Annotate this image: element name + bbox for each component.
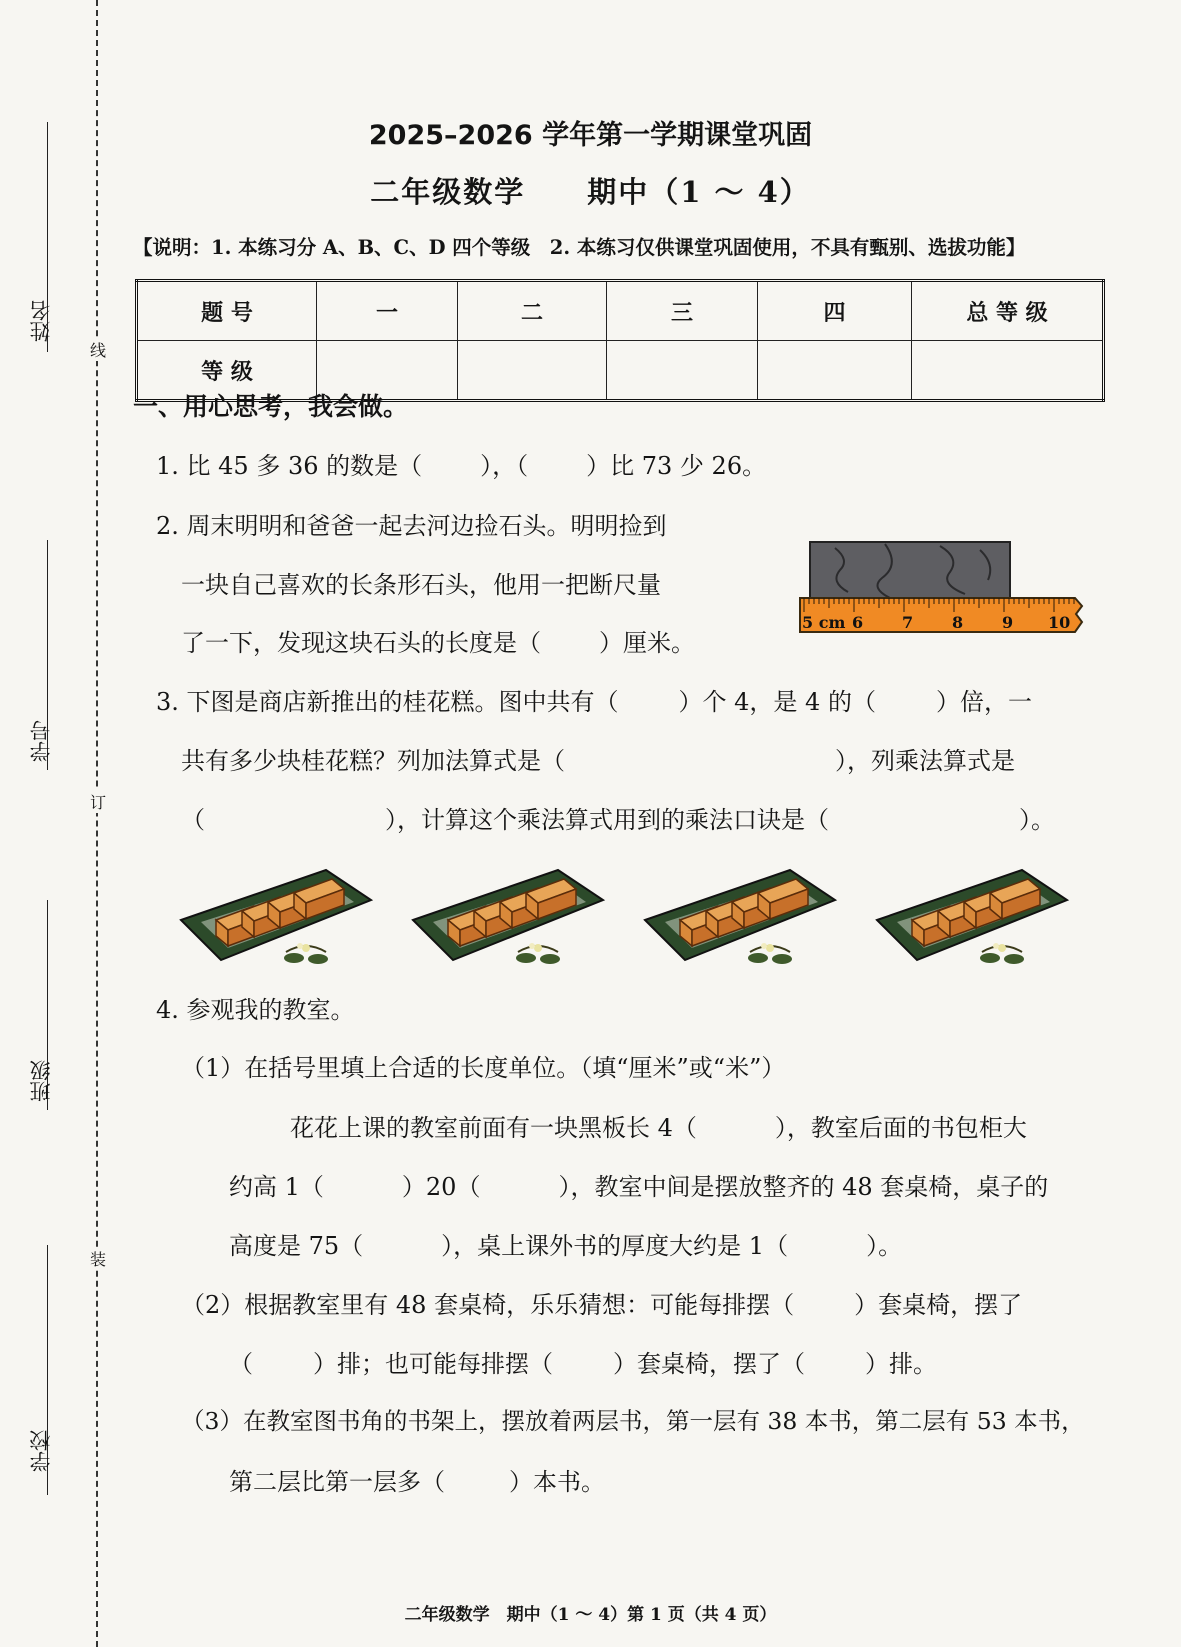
q4-heading: 4. 参观我的教室。 <box>156 996 355 1024</box>
q1-text-a: 1. 比 45 多 36 的数是（ <box>156 452 423 480</box>
grade-input-4[interactable] <box>758 341 912 401</box>
school-label: 学校 <box>29 1430 53 1472</box>
binding-mark-bind: 装 <box>90 1247 104 1270</box>
osmanthus-sprig-icon <box>284 943 328 964</box>
grade-table-header-row <box>137 281 1104 341</box>
stone-icon <box>810 542 1010 600</box>
osmanthus-sprig-icon <box>748 943 792 964</box>
binding-dashed-line <box>96 0 98 1647</box>
q2-text-b: ）厘米。 <box>599 629 695 657</box>
cake-plate-icon <box>176 860 376 975</box>
q2-line-1: 2. 周末明明和爸爸一起去河边捡石头。明明捡到 <box>156 512 667 540</box>
q1-text-c: ）比 73 少 26。 <box>586 452 767 480</box>
cake-plate-icon <box>872 860 1072 975</box>
q4-text: ）套桌椅，摆了（ <box>613 1350 805 1378</box>
grade-table-cell: 四 <box>758 281 912 341</box>
q4-text: 高度是 75（ <box>229 1232 364 1260</box>
q3-text: 3. 下图是商店新推出的桂花糕。图中共有（ <box>156 688 619 716</box>
q4-text: ）排。 <box>865 1350 937 1378</box>
q3-text: ），计算这个乘法算式用到的乘法口诀是（ <box>385 806 829 834</box>
ruler-tick-label: 6 <box>852 613 864 632</box>
q4-text: ），桌上课外书的厚度大约是 1（ <box>441 1232 789 1260</box>
grade-table-cell: 等 级 <box>137 341 317 401</box>
ruler-tick-label: 8 <box>952 613 964 632</box>
q3-text: ）倍，一 <box>935 688 1032 716</box>
q4-text: （2）根据教室里有 48 套桌椅，乐乐猜想：可能每排摆（ <box>181 1291 795 1319</box>
osmanthus-sprig-icon <box>980 943 1024 964</box>
q4-part1-line-3 <box>229 1226 902 1261</box>
q4-text: ）本书。 <box>509 1468 605 1496</box>
q4-text: 第二层比第一层多（ <box>229 1468 445 1496</box>
grade-table-cell: 总 等 级 <box>912 281 1104 341</box>
q4-part2-line-1 <box>181 1285 1022 1320</box>
q4-text: ）排；也可能每排摆（ <box>313 1350 553 1378</box>
grade-input-3[interactable] <box>607 341 758 401</box>
grade-table-cell: 一 <box>317 281 458 341</box>
page-footer: 二年级数学 期中（1 ～ 4）第 1 页（共 4 页） <box>404 1605 777 1625</box>
q4-text: ）套桌椅，摆了 <box>854 1291 1023 1319</box>
binding-mark-staple: 订 <box>90 790 104 813</box>
stone-ruler-figure <box>790 540 1090 650</box>
grade-table-cell: 二 <box>458 281 607 341</box>
q4-text: 花花上课的教室前面有一块黑板长 4（ <box>290 1114 697 1142</box>
q2-line-3 <box>181 623 695 658</box>
cake-plate-icon <box>408 860 608 975</box>
q3-text: ）。 <box>1019 806 1055 834</box>
q3-line-3 <box>181 800 1055 835</box>
ruler-tick-label: 10 <box>1048 613 1071 632</box>
grade-table-cell: 三 <box>607 281 758 341</box>
q4-text: 约高 1（ <box>229 1173 324 1201</box>
q4-part1-line-1 <box>290 1108 1027 1143</box>
q2-line-2: 一块自己喜欢的长条形石头，他用一把断尺量 <box>181 571 661 599</box>
q4-text: ），教室中间是摆放整齐的 48 套桌椅，桌子的 <box>558 1173 1049 1201</box>
q4-part1-line-2 <box>229 1167 1048 1202</box>
q3-text: ），列乘法算式是 <box>835 747 1015 775</box>
ruler-tick-label: 9 <box>1002 613 1014 632</box>
grade-input-2[interactable] <box>458 341 607 401</box>
q4-part3-line-2 <box>229 1462 605 1497</box>
ruler-tick-label: 7 <box>902 613 914 632</box>
name-label: 姓名 <box>29 300 53 342</box>
ruler-unit-label: 5 cm <box>802 613 846 632</box>
q4-text: ）20（ <box>401 1173 481 1201</box>
osmanthus-sprig-icon <box>516 943 560 964</box>
q3-text: 共有多少块桂花糕？列加法算式是（ <box>181 747 565 775</box>
grade-table-cell: 题 号 <box>137 281 317 341</box>
binding-mark-line: 线 <box>90 338 104 361</box>
question-1 <box>156 446 766 481</box>
exam-subtitle: 二年级数学 期中（1 ～ 4） <box>370 175 811 209</box>
cake-plates-figure <box>176 860 1096 980</box>
q3-line-2 <box>181 741 1015 776</box>
student-id-label: 学号 <box>29 720 53 762</box>
q4-text: ），教室后面的书包柜大 <box>774 1114 1027 1142</box>
q4-text: （ <box>229 1350 253 1378</box>
exam-title: 2025–2026 学年第一学期课堂巩固 <box>368 120 813 151</box>
class-label: 班级 <box>29 1060 53 1102</box>
grade-input-total[interactable] <box>912 341 1104 401</box>
q3-text: （ <box>181 806 205 834</box>
q4-part3-line-1: （3）在教室图书角的书架上，摆放着两层书，第一层有 38 本书，第二层有 53 本书， <box>181 1407 1085 1435</box>
q4-text: ）。 <box>866 1232 903 1260</box>
q1-text-b: ），（ <box>480 452 529 480</box>
cake-plate-icon <box>640 860 840 975</box>
q4-part1-heading: （1）在括号里填上合适的长度单位。（填“厘米”或“米”） <box>181 1054 786 1082</box>
q3-text: ）个 4，是 4 的（ <box>678 688 876 716</box>
section-heading: 一、用心思考，我会做。 <box>133 392 409 421</box>
exam-note: 【说明：1. 本练习分 A、B、C、D 四个等级 2. 本练习仅供课堂巩固使用，不具有甄别、选拔功能】 <box>133 236 1026 259</box>
q3-line-1 <box>156 682 1032 717</box>
q2-text-a: 了一下，发现这块石头的长度是（ <box>181 629 541 657</box>
grade-table <box>135 279 1105 402</box>
q4-part2-line-2 <box>229 1344 937 1379</box>
